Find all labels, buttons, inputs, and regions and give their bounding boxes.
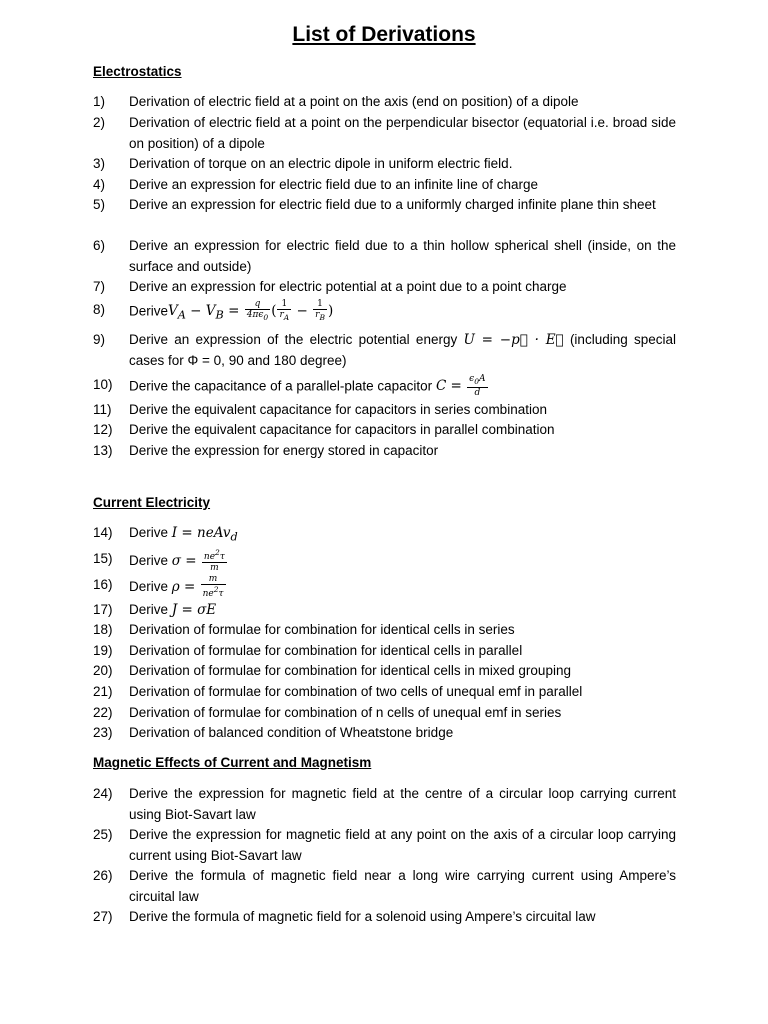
- item-text: Derive the expression for magnetic field at the centre of a circular loop carrying current using Biot-Savart law: [129, 786, 676, 822]
- section-heading-current-electricity: Current Electricity: [93, 495, 211, 510]
- list-item: [93, 195, 676, 216]
- item-number: 23): [93, 725, 113, 740]
- list-item: [93, 441, 676, 462]
- item-text: [129, 300, 676, 327]
- item-text: Derivation of formulae for combination for identical cells in mixed grouping: [129, 663, 571, 678]
- item-number: 4): [93, 177, 106, 192]
- list-item: [93, 682, 676, 703]
- list-item: [93, 330, 676, 371]
- list-item: [93, 784, 676, 825]
- item-text: Derivation of electric field at a point on the perpendicular bisector (equatorial i.e. broad side on position) of a dipole: [129, 115, 676, 151]
- list-item: [93, 661, 676, 682]
- item-number: 3): [93, 156, 106, 171]
- item-number: 12): [93, 422, 113, 437]
- item-text: Derive the formula of magnetic field for a solenoid using Ampere’s circuital law: [129, 909, 596, 924]
- page-title: List of Derivations: [292, 23, 476, 46]
- list-item: [93, 523, 676, 548]
- item-number: 17): [93, 602, 113, 617]
- item-text: Derive ρ = $\frac{m}{ne^2\tau}$: [129, 575, 676, 600]
- item-text: Derive an expression for electric field due to an infinite line of charge: [129, 177, 538, 192]
- list-item: [93, 175, 676, 196]
- item-number: 5): [93, 197, 106, 212]
- item-number: 13): [93, 443, 113, 458]
- list-item: [93, 154, 676, 175]
- list-item: [93, 375, 676, 399]
- list-item: [93, 723, 676, 744]
- list-item: [93, 641, 676, 662]
- list-item: [93, 400, 676, 421]
- item-text: Derive I = neAv$_d$: [129, 525, 238, 544]
- formula-resistivity: ρ = $\frac{m}{ne^2\tau}$: [171, 574, 224, 599]
- item-text: Derive an expression for electric potential at a point due to a point charge: [129, 279, 567, 294]
- item-text: Derivation of formulae for combination of n cells of unequal emf in series: [129, 705, 562, 720]
- item-text: Derivation of formulae for combination for identical cells in parallel: [129, 643, 523, 658]
- item-text: Derive the expression for energy stored in capacitor: [129, 443, 439, 458]
- item-number: 2): [93, 115, 106, 130]
- item-number: 8): [93, 302, 106, 317]
- formula-drift-current: I = neAv$_d$: [171, 525, 238, 544]
- item-number: 11): [93, 402, 112, 417]
- item-text: Derivation of balanced condition of Wheatstone bridge: [129, 725, 454, 740]
- item-text: Derive an expression for electric field due to a thin hollow spherical shell (inside, on the surface and outside): [129, 238, 676, 274]
- list-item: [93, 236, 676, 277]
- item-text: Derive J = σE: [129, 602, 217, 618]
- list-item: [93, 277, 676, 298]
- list-item: [93, 549, 676, 574]
- item-text: Derivation of electric field at a point on the axis (end on position) of a dipole: [129, 94, 579, 109]
- formula-conductivity: σ = $\frac{ne^2\tau}{m}$: [171, 548, 225, 573]
- item-text: Derivation of formulae for combination of two cells of unequal emf in parallel: [129, 684, 583, 699]
- list-item: [93, 600, 676, 621]
- item-text: Derive the equivalent capacitance for capacitors in series combination: [129, 402, 547, 417]
- item-text: Derive an expression of the electric potential energy U = −p⃗ · E⃗ (including special cases for Φ = 0, 90 and 180 degree): [129, 332, 677, 368]
- item-text: Derive the formula of magnetic field near a long wire carrying current using Ampere’s circuital law: [129, 868, 676, 904]
- list-item: [93, 575, 676, 600]
- list-item: [93, 825, 676, 866]
- item-number: 22): [93, 705, 113, 720]
- item-number: 6): [93, 238, 106, 253]
- item-text: Derivation of torque on an electric dipole in uniform electric field.: [129, 156, 513, 171]
- section-heading-electrostatics: Electrostatics: [93, 64, 182, 79]
- item-text: Derive the equivalent capacitance for capacitors in parallel combination: [129, 422, 555, 437]
- item-number: 26): [93, 868, 113, 883]
- formula-potential-energy: U = −p⃗ · E⃗: [463, 332, 564, 348]
- item-number: 9): [93, 332, 106, 347]
- item-number: 1): [93, 94, 106, 109]
- item-number: 24): [93, 786, 113, 801]
- item-label: Derive: [129, 303, 169, 319]
- list-item: [93, 703, 676, 724]
- list-item: [93, 907, 676, 928]
- item-number: 20): [93, 663, 113, 678]
- section-heading-magnetic-effects: Magnetic Effects of Current and Magnetism: [93, 755, 372, 770]
- item-number: 15): [93, 551, 113, 566]
- list-item: [93, 420, 676, 441]
- formula-potential-difference: $V_A - V_B$ = $\frac{q}{4\pi\epsilon_0}$ ( $\frac{1}{r_A}$ − $\frac{1}{r_B}$ ): [168, 299, 334, 323]
- item-number: 27): [93, 909, 113, 924]
- item-number: 21): [93, 684, 113, 699]
- list-item: [93, 113, 676, 154]
- item-number: 14): [93, 525, 113, 540]
- list-item: [93, 866, 676, 907]
- item-number: 7): [93, 279, 106, 294]
- item-number: 25): [93, 827, 113, 842]
- list-item: [93, 620, 676, 641]
- item-text: Derive the expression for magnetic field at any point on the axis of a circular loop carrying current using Biot-Savart law: [129, 827, 676, 863]
- item-number: 18): [93, 622, 113, 637]
- formula-capacitance: C = $\frac{\epsilon_0A}{d}$: [435, 374, 486, 398]
- formula-current-density: J = σE: [171, 602, 217, 618]
- item-number: 16): [93, 577, 113, 592]
- item-number: 19): [93, 643, 113, 658]
- item-text: Derive σ = $\frac{ne^2\tau}{m}$: [129, 549, 676, 574]
- item-text: Derive the capacitance of a parallel-plate capacitor C = $\frac{\epsilon_0A}{d}$: [129, 375, 676, 399]
- item-text: Derivation of formulae for combination for identical cells in series: [129, 622, 515, 637]
- item-text: Derive an expression for electric field due to a uniformly charged infinite plane thin sheet: [129, 197, 656, 212]
- item-number: 10): [93, 377, 113, 392]
- list-item: [93, 92, 676, 113]
- list-item: [93, 300, 676, 327]
